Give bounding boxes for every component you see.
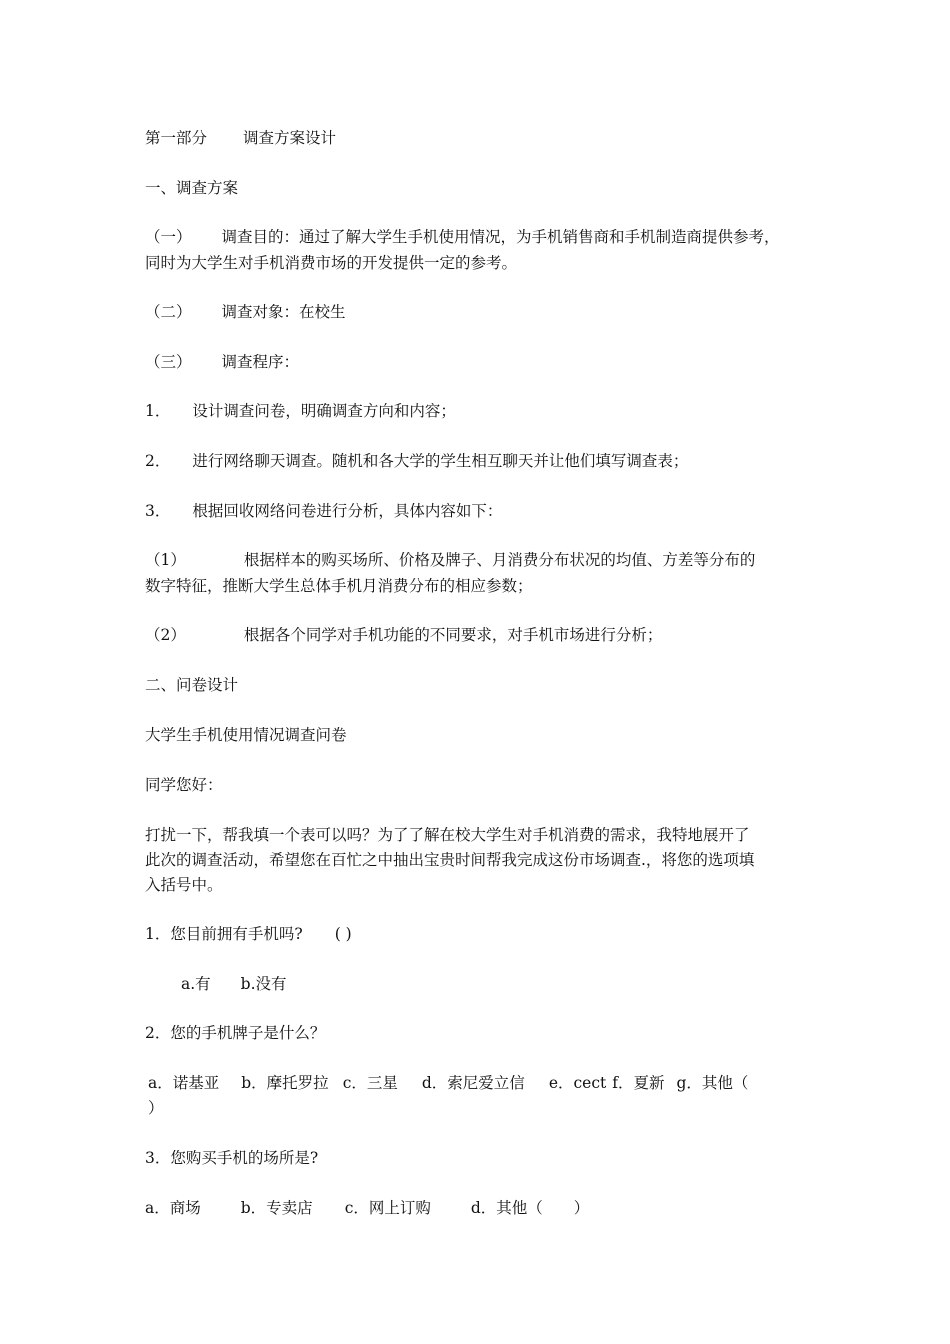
step-item [145, 499, 502, 523]
item2-label: （二） [145, 303, 192, 321]
analysis-item-1-line1 [145, 548, 755, 572]
question-2-options [148, 1071, 748, 1095]
analysis-number: （1） [145, 551, 186, 569]
option: c．网上订购 [344, 1199, 431, 1217]
option: b．专卖店 [240, 1199, 313, 1217]
option: b．摩托罗拉 [241, 1074, 329, 1092]
option: a.有 [181, 975, 211, 993]
item3-text: 调查程序： [221, 353, 300, 371]
part-number: 第一部分 [145, 129, 208, 147]
question-1 [145, 922, 352, 946]
item1-line2: 同时为大学生对手机消费市场的开发提供一定的参考。 [145, 254, 518, 272]
item1-text: 调查目的：通过了解大学生手机使用情况，为手机销售商和手机制造商提供参考， [221, 228, 780, 246]
option: g．其他（ [676, 1074, 749, 1092]
option: c．三星 [342, 1074, 398, 1092]
question-2: 2．您的手机牌子是什么？ [145, 1024, 326, 1042]
analysis-item-2 [145, 623, 662, 647]
question-1-options [181, 972, 287, 996]
step-text: 设计调查问卷，明确调查方向和内容； [192, 402, 456, 420]
section2-heading: 二、问卷设计 [145, 676, 239, 694]
option: a．商场 [145, 1199, 201, 1217]
item3-label: （三） [145, 353, 192, 371]
intro-line-3: 入括号中。 [145, 876, 223, 894]
greeting: 同学您好： [145, 776, 223, 794]
analysis-item-1-line2: 数字特征，推断大学生总体手机月消费分布的相应参数； [145, 577, 533, 595]
step-number: 2． [145, 452, 171, 470]
step-text: 进行网络聊天调查。随机和各大学的学生相互聊天并让他们填写调查表； [192, 452, 689, 470]
option: d．其他（ ） [470, 1199, 590, 1217]
option: f．夏新 [612, 1074, 665, 1092]
step-item [145, 449, 688, 473]
intro-line-1: 打扰一下，帮我填一个表可以吗？为了了解在校大学生对手机消费的需求，我特地展开了 [145, 826, 750, 844]
analysis-text: 根据样本的购买场所、价格及牌子、月消费分布状况的均值、方差等分布的 [243, 551, 756, 569]
item1-label: （一） [145, 228, 192, 246]
section1-heading: 一、调查方案 [145, 179, 239, 197]
item3-line [145, 350, 299, 374]
step-number: 1． [145, 402, 171, 420]
item2-text: 调查对象：在校生 [221, 303, 346, 321]
answer-blank: ( ) [334, 925, 352, 943]
option: e．cect [548, 1074, 607, 1092]
item2-line [145, 300, 346, 324]
questionnaire-title: 大学生手机使用情况调查问卷 [145, 726, 347, 744]
option: a．诺基亚 [148, 1074, 220, 1092]
question-3-options [145, 1196, 589, 1220]
item1-line1 [145, 225, 780, 249]
question-text: 1．您目前拥有手机吗? [145, 925, 303, 943]
analysis-number: （2） [145, 626, 186, 644]
part-heading [145, 126, 336, 150]
option: b.没有 [240, 975, 287, 993]
step-number: 3． [145, 502, 171, 520]
option: d．索尼爱立信 [421, 1074, 525, 1092]
step-text: 根据回收网络问卷进行分析，具体内容如下： [192, 502, 503, 520]
step-item [145, 399, 456, 423]
question-2-options-cont: ） [148, 1099, 164, 1117]
analysis-text: 根据各个同学对手机功能的不同要求，对手机市场进行分析； [243, 626, 663, 644]
intro-line-2: 此次的调查活动，希望您在百忙之中抽出宝贵时间帮我完成这份市场调查.，将您的选项填 [145, 851, 755, 869]
part-title: 调查方案设计 [243, 129, 337, 147]
question-3: 3．您购买手机的场所是? [145, 1149, 319, 1167]
